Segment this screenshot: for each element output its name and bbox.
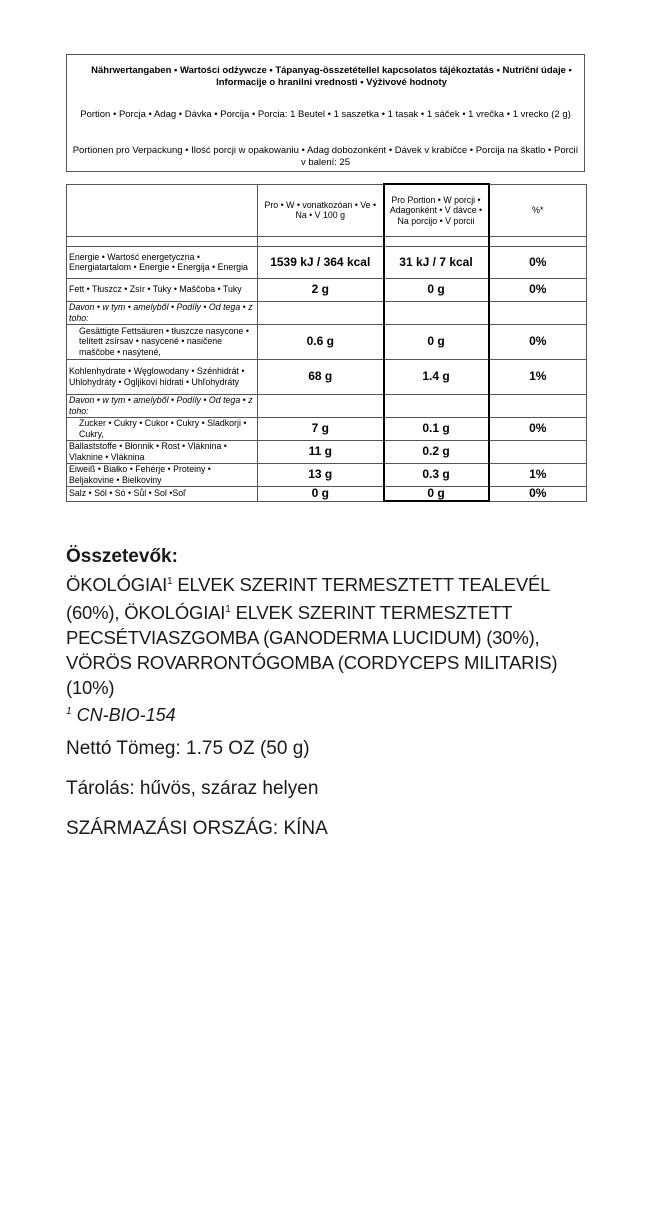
row-label: Salz • Sól • Só • Sůl • Sol •Soľ — [67, 486, 258, 501]
table-row — [67, 301, 587, 324]
row-portion: 31 kJ / 7 kcal — [384, 246, 489, 278]
spacer-cell — [67, 236, 258, 246]
nutrition-title: Nährwertangaben • Wartości odżywcze • Tápanyag-összetétellel kapcsolatos tájékoztatás • Nutriční údaje • Informacije o hranilni vrednosti • Výživové hodnoty — [91, 65, 572, 88]
row-pct: 0% — [489, 324, 587, 359]
row-portion: 0.3 g — [384, 463, 489, 486]
table-header-row — [67, 184, 587, 236]
spacer-cell — [489, 236, 587, 246]
row-per100: 1539 kJ / 364 kcal — [258, 246, 384, 278]
row-pct — [489, 440, 587, 463]
row-per100 — [258, 394, 384, 417]
row-portion — [384, 394, 489, 417]
row-pct: 0% — [489, 417, 587, 440]
ingredients-section — [66, 545, 606, 727]
table-row — [67, 278, 587, 301]
table-row — [67, 246, 587, 278]
table-row — [67, 463, 587, 486]
footnote-mark: 1 — [167, 576, 173, 587]
portion-size: Portion • Porcja • Adag • Dávka • Porcija • Porcia: 1 Beutel • 1 saszetka • 1 tasak • 1 sáček • 1 vrečka • 1 vrecko (2 g) — [80, 109, 571, 120]
table-row — [67, 359, 587, 394]
table-row — [67, 417, 587, 440]
table-row — [67, 394, 587, 417]
nutrition-table — [66, 183, 587, 502]
row-per100: 13 g — [258, 463, 384, 486]
row-portion: 0.1 g — [384, 417, 489, 440]
row-portion: 0 g — [384, 486, 489, 501]
row-portion: 1.4 g — [384, 359, 489, 394]
row-label: Energie • Wartość energetyczna • Energiatartalom • Energie • Energija • Energia — [67, 246, 258, 278]
row-pct: 0% — [489, 246, 587, 278]
row-pct — [489, 301, 587, 324]
row-pct — [489, 394, 587, 417]
row-per100: 68 g — [258, 359, 384, 394]
country-of-origin: SZÁRMAZÁSI ORSZÁG: KÍNA — [66, 818, 328, 839]
row-label: Kohlenhydrate • Węglowodany • Szénhidrát • Uhlohydráty • Ogljikovi hidrati • Uhľohydráty — [67, 359, 258, 394]
table-row — [67, 440, 587, 463]
row-label: Eiweiß • Białko • Fehérje • Proteiny • Beljakovine • Bielkoviny — [67, 463, 258, 486]
row-pct: 1% — [489, 463, 587, 486]
row-label: Zucker • Cukry • Cukor • Cukry • Sladkorji • Cukry, — [67, 417, 258, 440]
row-label: Gesättigte Fettsäuren • tłuszcze nasycone • telített zsírsav • nasycené • nasičene maščobe • nasýtené, — [67, 324, 258, 359]
row-pct: 0% — [489, 486, 587, 501]
storage-info: Tárolás: hűvös, száraz helyen — [66, 778, 319, 799]
col-per100-header: Pro • W • vonatkozóan • Ve • Na • V 100 g — [258, 184, 384, 236]
row-per100: 2 g — [258, 278, 384, 301]
row-per100 — [258, 301, 384, 324]
spacer-row — [67, 236, 587, 246]
ingredients-part: ÖKOLÓGIAI — [66, 574, 168, 596]
row-per100: 0.6 g — [258, 324, 384, 359]
row-pct: 1% — [489, 359, 587, 394]
row-label: Davon • w tym • amelyből • Podíly • Od tega • z toho: — [67, 301, 258, 324]
net-weight: Nettó Tömeg: 1.75 OZ (50 g) — [66, 738, 310, 759]
certification-footnote — [66, 700, 606, 727]
certification-code: CN-BIO-154 — [76, 705, 176, 726]
footnote-mark: 1 — [66, 706, 72, 718]
row-pct: 0% — [489, 278, 587, 301]
row-label: Ballaststoffe • Błonnik • Rost • Vláknina • Vlaknine • Vláknina — [67, 440, 258, 463]
row-portion: 0.2 g — [384, 440, 489, 463]
row-portion — [384, 301, 489, 324]
servings-per-package: Portionen pro Verpackung • Ilość porcji w opakowaniu • Adag dobozonként • Dávek v krabičce • Porcija na škatlo • Porcií v balení: 25 — [72, 145, 579, 168]
table-row — [67, 486, 587, 501]
row-per100: 0 g — [258, 486, 384, 501]
table-row — [67, 324, 587, 359]
spacer-cell — [384, 236, 489, 246]
ingredients-part: ELVEK SZERINT TERMESZTETT PECSÉTVIASZGOMBA (GANODERMA LUCIDUM) (30%), VÖRÖS ROVARRONTÓGOMBA (CORDYCEPS MILITARIS) (10%) — [66, 602, 558, 699]
spacer-cell — [258, 236, 384, 246]
row-portion: 0 g — [384, 324, 489, 359]
ingredients-text — [66, 569, 606, 700]
row-per100: 7 g — [258, 417, 384, 440]
row-label: Davon • w tym • amelyből • Podíly • Od tega • z toho: — [67, 394, 258, 417]
ingredients-part: ELVEK SZERINT TERMESZTETT TEALEVÉL (60%), ÖKOLÓGIAI — [66, 574, 550, 624]
row-per100: 11 g — [258, 440, 384, 463]
footnote-mark: 1 — [225, 604, 231, 616]
row-label: Fett • Tłuszcz • Zsír • Tuky • Maščoba • Tuky — [67, 278, 258, 301]
col-pct-header: %* — [489, 184, 587, 236]
header-empty-cell — [67, 184, 258, 236]
ingredients-title: Összetevők: — [66, 546, 178, 567]
nutrition-header-box — [66, 54, 585, 172]
col-portion-header: Pro Portion • W porcji • Adagonként • V dávce • Na porcijo • V porcii — [384, 184, 489, 236]
row-portion: 0 g — [384, 278, 489, 301]
